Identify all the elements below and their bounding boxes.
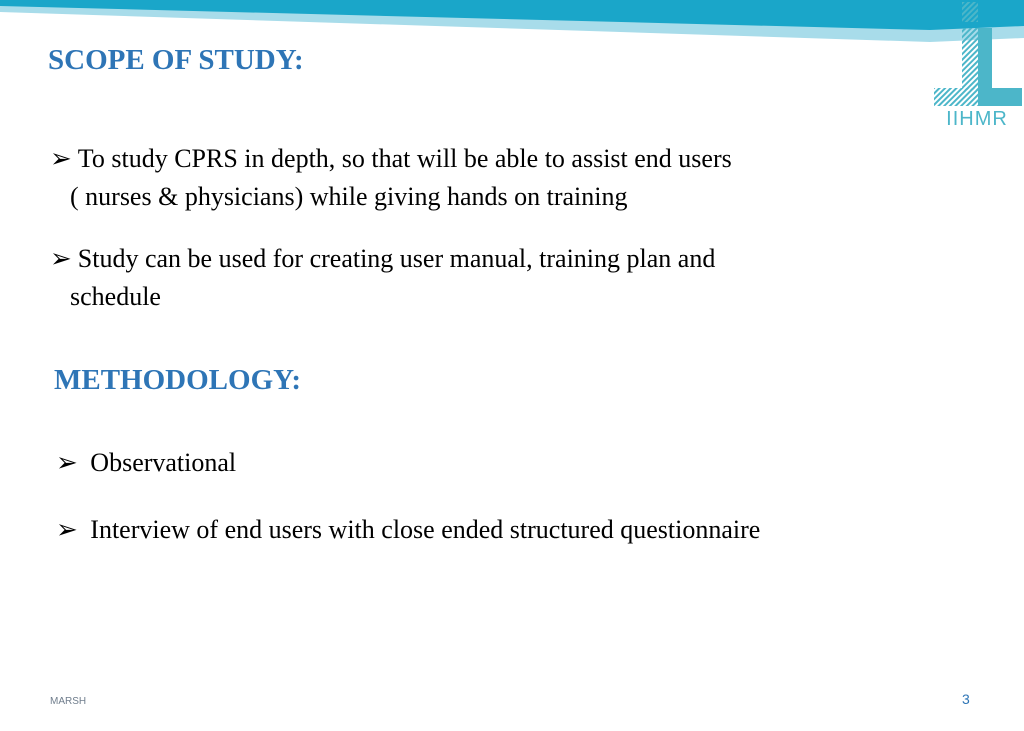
arrow-bullet-icon: ➢ [50, 244, 72, 273]
footer-author: MARSH [50, 696, 87, 707]
arrow-bullet-icon: ➢ [56, 448, 78, 477]
scope-bullet-2-line-2: schedule [70, 282, 161, 311]
arrow-bullet-icon: ➢ [56, 515, 78, 544]
logo-text: IIHMR [946, 108, 1008, 130]
logo-mark-icon [930, 0, 1024, 110]
scope-heading: SCOPE OF STUDY: [48, 44, 304, 76]
page-number: 3 [962, 691, 970, 707]
methodology-heading: METHODOLOGY: [54, 364, 302, 396]
scope-bullet-2 [50, 240, 974, 316]
top-decorative-band [0, 0, 1024, 44]
iihmr-logo [930, 0, 1024, 132]
methodology-bullet-2 [56, 511, 760, 549]
methodology-bullet-1-text: Observational [90, 448, 237, 477]
scope-bullet-1-line-2: ( nurses & physicians) while giving hands on training [70, 182, 628, 211]
arrow-bullet-icon: ➢ [50, 144, 72, 173]
scope-bullet-1 [50, 140, 974, 216]
methodology-bullet-2-text: Interview of end users with close ended structured questionnaire [90, 515, 761, 544]
methodology-bullet-1 [56, 444, 236, 482]
scope-bullet-1-line-1: ➢ To study CPRS in depth, so that will be able to assist end users [50, 144, 732, 173]
scope-bullet-2-line-1: ➢ Study can be used for creating user manual, training plan and [50, 244, 716, 273]
